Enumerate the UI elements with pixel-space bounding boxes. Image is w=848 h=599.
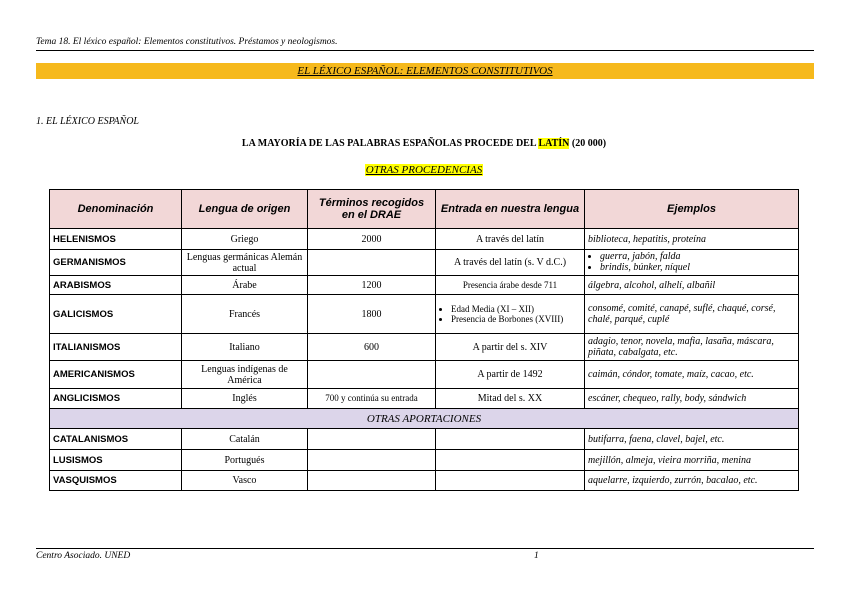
main-heading (0, 138, 848, 149)
cell-denominacion: CATALANISMOS (50, 429, 182, 450)
header-lengua: Lengua de origen (182, 190, 308, 229)
list-item: • Presencia de Borbones (XVIII) (451, 314, 581, 324)
cell-ejemplos: mejillón, almeja, vieira morriña, menina (585, 450, 799, 471)
cell-terminos (308, 361, 436, 389)
table-row (50, 429, 799, 450)
cell-denominacion: HELENISMOS (50, 229, 182, 250)
footer-text: Centro Asociado. UNED (36, 551, 131, 561)
cell-lengua: Catalán (182, 429, 308, 450)
header-entrada: Entrada en nuestra lengua (436, 190, 585, 229)
sub-heading (0, 164, 848, 176)
cell-denominacion: AMERICANISMOS (50, 361, 182, 389)
table-row (50, 250, 799, 276)
banner-title: EL LÉXICO ESPAÑOL: ELEMENTOS CONSTITUTIVOS (36, 63, 814, 79)
cell-denominacion: LUSISMOS (50, 450, 182, 471)
cell-lengua: Lenguas germánicas Alemán actual (182, 250, 308, 276)
list-item: • guerra, jabón, falda (600, 252, 795, 263)
cell-ejemplos (585, 250, 799, 276)
table-row (50, 295, 799, 334)
table-row (50, 276, 799, 295)
cell-entrada (436, 471, 585, 491)
cell-denominacion: VASQUISMOS (50, 471, 182, 491)
separator-row (50, 409, 799, 429)
cell-entrada (436, 295, 585, 334)
cell-terminos (308, 450, 436, 471)
footer-rule (36, 548, 814, 549)
cell-terminos: 2000 (308, 229, 436, 250)
cell-entrada: A partir de 1492 (436, 361, 585, 389)
table-row (50, 229, 799, 250)
cell-ejemplos: biblioteca, hepatitis, proteína (585, 229, 799, 250)
table-row (50, 361, 799, 389)
table-header-row (50, 190, 799, 229)
section-heading: 1. EL LÉXICO ESPAÑOL (36, 116, 139, 127)
vocabulary-table (49, 189, 799, 491)
cell-entrada (436, 429, 585, 450)
cell-ejemplos: álgebra, alcohol, alhelí, albañil (585, 276, 799, 295)
cell-lengua: Vasco (182, 471, 308, 491)
cell-ejemplos: adagio, tenor, novela, mafia, lasaña, máscara, piñata, cabalgata, etc. (585, 334, 799, 361)
page-number: 1 (534, 551, 539, 561)
separator-label: OTRAS APORTACIONES (50, 409, 799, 429)
cell-terminos (308, 250, 436, 276)
list-item: • brindis, búnker, níquel (600, 263, 795, 274)
sub-heading-text: OTRAS PROCEDENCIAS (365, 164, 483, 176)
main-heading-after: (20 000) (569, 138, 607, 149)
main-heading-highlight: LATÍN (538, 138, 570, 149)
cell-lengua: Francés (182, 295, 308, 334)
table-row (50, 334, 799, 361)
table-row (50, 471, 799, 491)
cell-terminos (308, 471, 436, 491)
examples-list (588, 252, 795, 273)
entry-list (439, 304, 581, 324)
cell-lengua: Italiano (182, 334, 308, 361)
cell-terminos (308, 429, 436, 450)
cell-lengua: Inglés (182, 389, 308, 409)
header-terminos: Términos recogidos en el DRAE (308, 190, 436, 229)
main-heading-before: LA MAYORÍA DE LAS PALABRAS ESPAÑOLAS PROCEDE DEL (241, 138, 539, 149)
cell-lengua: Lenguas indígenas de América (182, 361, 308, 389)
header-denominacion: Denominación (50, 190, 182, 229)
cell-ejemplos: consomé, comité, canapé, suflé, chaqué, corsé, chalé, parqué, cuplé (585, 295, 799, 334)
cell-entrada: A través del latín (s. V d.C.) (436, 250, 585, 276)
page-header: Tema 18. El léxico español: Elementos constitutivos. Préstamos y neologismos. (36, 37, 338, 47)
cell-ejemplos: aquelarre, izquierdo, zurrón, bacalao, etc. (585, 471, 799, 491)
cell-lengua: Árabe (182, 276, 308, 295)
cell-ejemplos: butifarra, faena, clavel, bajel, etc. (585, 429, 799, 450)
cell-lengua: Griego (182, 229, 308, 250)
list-item: • Edad Media (XI – XII) (451, 304, 581, 314)
cell-entrada (436, 450, 585, 471)
cell-entrada: Mitad del s. XX (436, 389, 585, 409)
cell-denominacion: ANGLICISMOS (50, 389, 182, 409)
cell-denominacion: GERMANISMOS (50, 250, 182, 276)
header-rule (36, 50, 814, 51)
cell-entrada: Presencia árabe desde 711 (436, 276, 585, 295)
cell-entrada: A partir del s. XIV (436, 334, 585, 361)
cell-entrada: A través del latín (436, 229, 585, 250)
cell-terminos: 700 y continúa su entrada (308, 389, 436, 409)
cell-terminos: 1200 (308, 276, 436, 295)
cell-terminos: 600 (308, 334, 436, 361)
header-ejemplos: Ejemplos (585, 190, 799, 229)
cell-denominacion: GALICISMOS (50, 295, 182, 334)
cell-lengua: Portugués (182, 450, 308, 471)
cell-ejemplos: caimán, cóndor, tomate, maíz, cacao, etc. (585, 361, 799, 389)
cell-denominacion: ITALIANISMOS (50, 334, 182, 361)
cell-terminos: 1800 (308, 295, 436, 334)
table-row (50, 450, 799, 471)
cell-ejemplos: escáner, chequeo, rally, body, sándwich (585, 389, 799, 409)
cell-denominacion: ARABISMOS (50, 276, 182, 295)
table-row (50, 389, 799, 409)
